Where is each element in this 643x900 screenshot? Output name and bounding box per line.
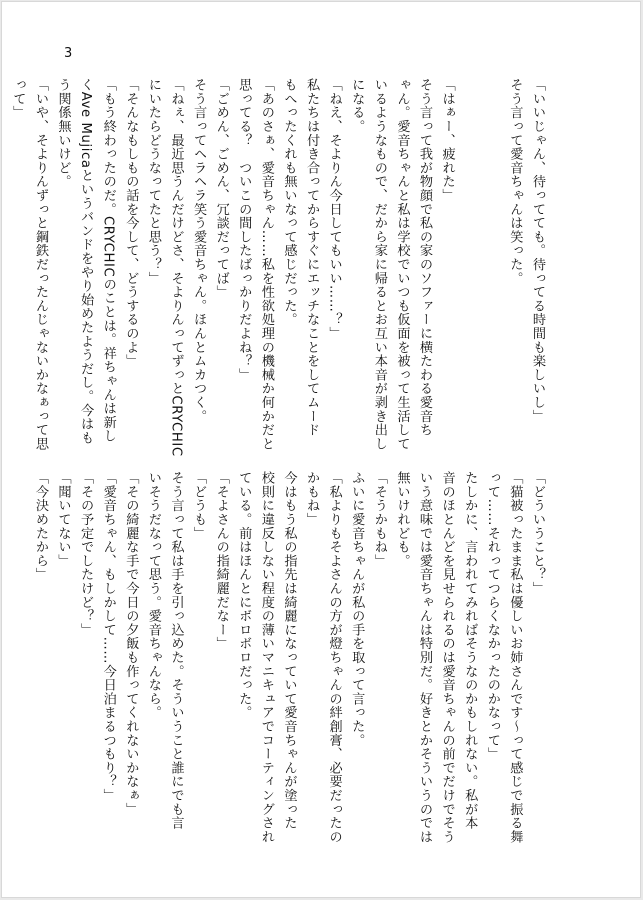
text-column: かもね」 [304, 471, 320, 527]
text-column: ふいに愛音ちゃんが私の手を取って言った。 [349, 471, 365, 747]
text-column: くAve Mujicaというバンドをやり始めたようだし。今はも [78, 78, 94, 445]
text-column: 「いや、そよりんずっと鋼鉄だったんじゃないかなぁって思 [32, 78, 48, 451]
text-column: 「ねえ、そよりん今日してもいい……？」 [326, 78, 342, 341]
text-column: う関係無いけど。 [55, 78, 71, 189]
text-column: 「ねぇ、最近思うんだけどさ、そよりんってずっとCRYCHIC [168, 78, 184, 457]
text-column: ゃん。愛音ちゃんと私は学校でいつも仮面を被って生活して [394, 78, 410, 451]
text-column: 「猫被ったまま私は優しいお姉さんです〜って感じで振る舞 [507, 471, 523, 844]
text-column: いう意味では愛音ちゃんは特別だ。好きとかそういうのでは [417, 471, 433, 844]
text-column: 「その綺麗な手で今日の夕飯も作ってくれないかなぁ」 [123, 471, 139, 816]
text-column: にいたらどうなってたと思う？」 [145, 78, 161, 285]
text-column: 思ってる？ ついこの間したばっかりだよね？」 [236, 78, 252, 382]
text-column: 「あのさぁ、愛音ちゃん……私を性欲処理の機械か何かだと [258, 78, 274, 451]
text-column: 「そよさんの指綺麗だなー」 [213, 471, 229, 651]
document-page [1, 1, 641, 898]
text-column: 「どうも」 [191, 471, 207, 540]
text-column: 「はぁー、疲れた」 [439, 78, 455, 203]
text-column: 「いいじゃん、待ってても。待ってる時間も楽しいし」 [530, 78, 545, 423]
text-column: そう言って愛音ちゃんは笑った。 [507, 78, 523, 285]
text-block-upper [10, 78, 548, 457]
text-column: 「そんなもしもの話を今して、どうするのよ」 [123, 78, 139, 368]
text-column: そう言ってヘラヘラ笑う愛音ちゃん。ほんとムカつく。 [191, 78, 207, 423]
blank-line [480, 78, 503, 436]
text-column: って……それってつらくなかったのかなって」 [484, 471, 500, 761]
page-number: 3 [64, 46, 73, 61]
text-column: 今はもう私の指先は綺麗になっていて愛音ちゃんが塗った [281, 471, 297, 830]
text-column: 私たちは付き合ってからすぐにエッチなことをしてムード [304, 78, 320, 437]
text-column: って」 [10, 78, 26, 120]
text-column: 「その予定でしたけど？」 [78, 471, 94, 637]
text-column: もへったくれも無いなって感じだった。 [281, 78, 297, 327]
text-column: 「もう終わったのだ。CRYCHICのことは。祥ちゃんは新し [100, 78, 116, 443]
text-column: 「聞いてない」 [55, 471, 71, 568]
text-column: ている。前はほんとにボロボロだった。 [236, 471, 252, 720]
text-column: 「今決めたから」 [32, 471, 48, 582]
text-block-lower [32, 471, 548, 844]
text-column: 「どういうこと？」 [530, 471, 545, 596]
text-column: いそうだなって思う。愛音ちゃんなら。 [145, 471, 161, 720]
text-column: 校則に違反しない程度の薄いマニキュアでコーティングされ [258, 471, 274, 844]
text-column: になる。 [349, 78, 365, 134]
text-column: 「私よりもそよさんの方が燈ちゃんの絆創膏、必要だったの [326, 471, 342, 844]
text-column: 「ごめん、ごめん、冗談だってば」 [213, 78, 229, 299]
text-column: 音のほとんどを見せられるのは愛音ちゃんの前でだけでそう [439, 471, 455, 844]
text-column: そう言って我が物顔で私の家のソファーに横たわる愛音ち [417, 78, 433, 437]
blank-line [458, 78, 481, 436]
text-column: 無いけれども。 [394, 471, 410, 568]
text-column: 「愛音ちゃん、もしかして……今日泊まるつもり？」 [100, 471, 116, 803]
text-column: いるようなもので、だから家に帰るとお互い本音が剥き出し [371, 78, 387, 451]
text-column: 「そうかもね」 [371, 471, 387, 568]
text-column: たしかに、言われてみればそうなのかもしれない。私が本 [462, 471, 478, 830]
text-column: そう言って私は手を引っ込めた。そういうこと誰にでも言 [168, 471, 184, 830]
